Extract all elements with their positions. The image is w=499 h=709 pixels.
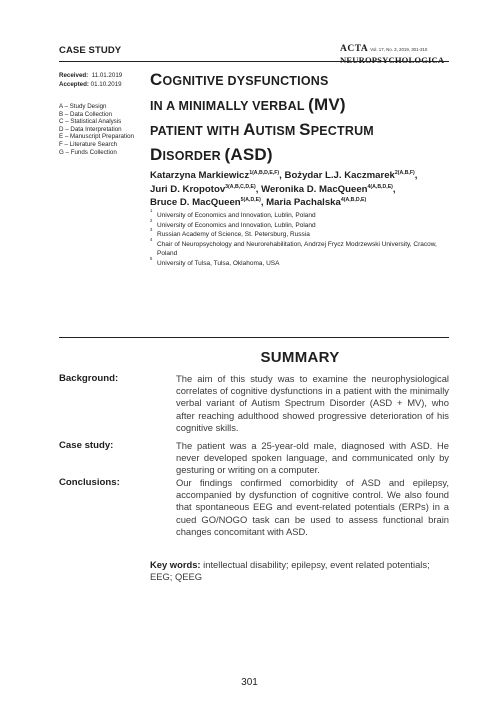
background-label: Background: — [59, 373, 119, 384]
case-study-label: Case study: — [59, 440, 114, 451]
header-rule — [59, 61, 449, 62]
title-line-3: PATIENT WITH AUTISM SPECTRUM — [150, 120, 374, 139]
affiliation-item: 3 Russian Academy of Science, St. Petersburg, Russia — [150, 227, 310, 238]
keywords-label: Key words: — [150, 559, 201, 570]
contribution-item: B – Data Collection — [59, 110, 112, 118]
contribution-item: D – Data Interpretation — [59, 125, 122, 133]
dates-block — [59, 71, 122, 89]
author-name: Katarzyna Markiewicz — [150, 170, 250, 181]
author-sup: 2(A,B,F) — [394, 170, 415, 176]
affiliation-item: 5 University of Tulsa, Tulsa, Oklahoma, USA — [150, 255, 280, 267]
author-name: Juri D. Kropotov — [150, 183, 226, 195]
accepted-line — [59, 80, 122, 89]
contribution-item: C – Statistical Analysis — [59, 118, 122, 126]
affiliation-item: 2 University of Economics and Innovation, Lublin, Poland — [150, 217, 316, 229]
affiliation-list — [150, 208, 450, 268]
author-list: Katarzyna Markiewicz$^{1(A,B,D,E,F)}$, Bożydar L.J. Kaczmarek$^{2(A,B,F)}$, Juri D. Kropotov$^{3(A,B,C,D,E)}$, Weronika D. MacQueen$^{4(A,B,D,E)}$, Bruce D. MacQueen$^{5(A,D,E)}$, Maria Pachalska$^{4(A,B,D,E)}$ — [150, 170, 418, 208]
author-sup: 3(A,B,C,D,E) — [225, 183, 256, 190]
contribution-item: E – Manuscript Preparation — [59, 133, 134, 141]
author-sup: 4(A,B,D,E) — [367, 183, 393, 190]
case-study-text: The patient was a 25-year-old male, diagnosed with ASD. He never developed spoken language, and communicated only by gesturing or writing on a computer. — [176, 440, 449, 476]
journal-volume: Vol. 17, No. 3, 2019, 301-310 — [370, 47, 428, 52]
accepted-value: 01.10.2019 — [90, 81, 122, 88]
keywords — [150, 559, 450, 583]
contribution-item: A – Study Design — [59, 103, 107, 110]
author-sup: 4(A,B,D,E) — [340, 197, 367, 203]
summary-rule — [59, 337, 449, 338]
affiliation-item: 1 University of Economics and Innovation, Lublin, Poland — [150, 208, 316, 219]
summary-heading: SUMMARY — [260, 349, 340, 366]
contribution-item: F – Literature Search — [59, 140, 118, 148]
accepted-label: Accepted: — [59, 81, 89, 88]
author-name: Weronika D. MacQueen — [261, 183, 368, 195]
author-name: Bruce D. MacQueen — [150, 197, 241, 208]
journal-acta: ACTA — [340, 44, 369, 54]
author-name: Bożydar L.J. Kaczmarek — [284, 170, 395, 181]
affiliation-item: 4 Chair of Neuropsychology and Neurorehabilitation, Andrzej Frycz Modrzewski University, Cracow, Poland — [150, 236, 437, 257]
title-line-4: DISORDER (ASD) — [150, 145, 273, 164]
background-text: The aim of this study was to examine the neurophysiological correlates of cognitive dysfunctions in a patient with the minimally verbal variant of Autism Spectrum Disorder (ASD + MV), who after reaching adulthood showed progressive deterioration of his cognitive skills. — [176, 373, 449, 433]
author-name: Maria Pachalska — [266, 197, 341, 208]
conclusions-label: Conclusions: — [59, 477, 120, 488]
received-label: Received: — [59, 72, 89, 79]
author-sup: 1(A,B,D,E,F) — [249, 170, 280, 176]
article-title — [150, 68, 450, 168]
conclusions-text: Our findings confirmed comorbidity of ASD and epilepsy, accompanied by dysfunction of cognitive control. We also found that spontaneous EEG and event-related potentials (ERPs) in a cued GO/NOGO task can be used to assess functional brain changes concomitant with ASD. — [176, 477, 449, 537]
received-value: 11.01.2019 — [91, 72, 123, 79]
title-line-2: IN A MINIMALLY VERBAL (MV) — [150, 95, 346, 114]
journal-neuro: NEUROPSYCHOLOGICA — [340, 55, 445, 65]
page-number: 301 — [241, 677, 258, 688]
keywords-text: intellectual disability; epilepsy, event related potentials; EEG; QEEG — [150, 559, 430, 583]
contribution-legend — [59, 103, 134, 156]
title-line-1: COGNITIVE DYSFUNCTIONS — [150, 70, 329, 89]
author-sup: 5(A,D,E) — [240, 197, 261, 203]
received-line — [59, 71, 122, 80]
section-label: CASE STUDY — [59, 45, 122, 56]
contribution-item: G – Funds Collection — [59, 148, 117, 156]
